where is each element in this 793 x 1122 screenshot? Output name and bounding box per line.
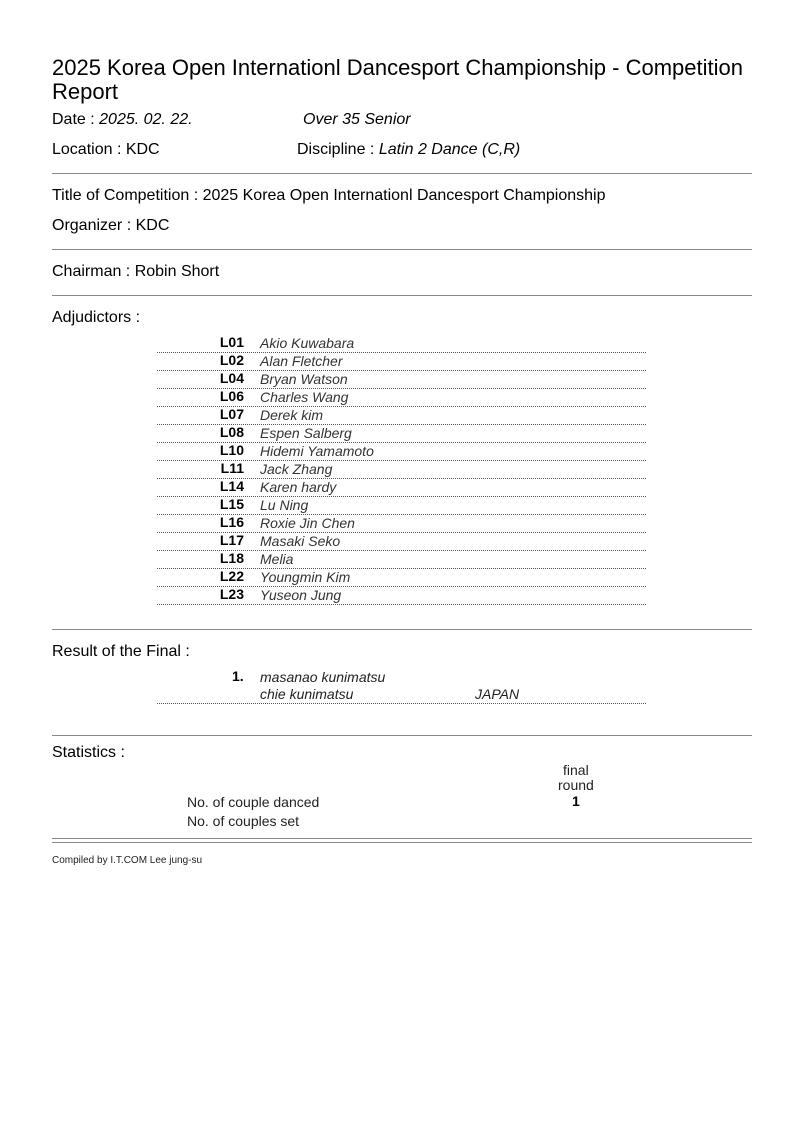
discipline-label: Discipline : [297, 141, 379, 158]
stats-col-header-line1: final [563, 762, 589, 778]
adjudicator-row [157, 478, 646, 497]
category: Over 35 Senior [303, 111, 411, 128]
competition-title: Title of Competition : 2025 Korea Open Internationl Dancesport Championship [52, 187, 606, 204]
adjudicator-name: Roxie Jin Chen [260, 515, 355, 531]
divider [52, 173, 752, 174]
adjudicator-code: L02 [219, 352, 244, 368]
adjudicator-row [157, 442, 646, 461]
adjudicator-code: L17 [219, 532, 244, 548]
stats-row1-label: No. of couple danced [187, 794, 320, 810]
adjudicator-code: L11 [220, 460, 244, 476]
discipline-line [297, 141, 520, 159]
adjudicator-code: L04 [219, 370, 244, 386]
adjudicator-name: Lu Ning [260, 497, 309, 513]
result-partner2: chie kunimatsu [260, 686, 354, 702]
adjudicator-code: L10 [219, 442, 244, 458]
divider [52, 629, 752, 630]
adjudicator-name: Masaki Seko [260, 533, 341, 549]
adjudicator-row [157, 424, 646, 443]
adjudicators-label: Adjudictors : [52, 309, 141, 326]
adjudicator-code: L06 [219, 388, 244, 404]
adjudicator-row [157, 406, 646, 425]
adjudicator-name: Yuseon Jung [260, 587, 342, 603]
result-place: 1. [232, 668, 244, 684]
adjudicator-code: L14 [219, 478, 244, 494]
adjudicator-row [157, 460, 646, 479]
discipline-value: Latin 2 Dance (C,R) [378, 141, 521, 158]
adjudicator-name: Karen hardy [260, 479, 337, 495]
adjudicator-code: L18 [219, 550, 244, 566]
adjudicator-row [157, 586, 646, 605]
adjudicator-row [157, 370, 646, 389]
adjudicator-row [157, 496, 646, 515]
adjudicator-name: Hidemi Yamamoto [260, 443, 374, 459]
double-divider [52, 838, 752, 843]
stats-row2-label: No. of couples set [187, 813, 300, 829]
adjudicator-name: Akio Kuwabara [260, 335, 355, 351]
adjudicator-name: Espen Salberg [260, 425, 352, 441]
chairman: Chairman : Robin Short [52, 263, 220, 280]
adjudicator-name: Charles Wang [260, 389, 349, 405]
stats-row1-value: 1 [572, 793, 580, 809]
divider [52, 295, 752, 296]
adjudicator-row [157, 388, 646, 407]
result-underline [157, 703, 646, 704]
adjudicator-name: Derek kim [260, 407, 324, 423]
adjudicator-code: L07 [219, 406, 244, 422]
adjudicator-row [157, 352, 646, 371]
organizer: Organizer : KDC [52, 217, 170, 234]
result-partner1: masanao kunimatsu [260, 669, 386, 685]
footer-compiled-by: Compiled by I.T.COM Lee jung-su [52, 855, 203, 866]
report-title: 2025 Korea Open Internationl Dancesport Championship - Competition Report [52, 55, 743, 104]
adjudicator-row [157, 514, 646, 533]
date-label: Date : [52, 111, 100, 128]
divider [52, 735, 752, 736]
adjudicator-code: L16 [219, 514, 244, 530]
adjudicator-name: Bryan Watson [260, 371, 348, 387]
location: Location : KDC [52, 141, 160, 158]
adjudicator-code: L23 [219, 586, 244, 602]
divider [52, 249, 752, 250]
adjudicator-name: Youngmin Kim [260, 569, 351, 585]
adjudicator-code: L08 [219, 424, 244, 440]
adjudicator-name: Alan Fletcher [260, 353, 343, 369]
result-label: Result of the Final : [52, 643, 190, 660]
date-line [52, 111, 193, 129]
adjudicator-row [157, 568, 646, 587]
adjudicator-name: Jack Zhang [260, 461, 333, 477]
statistics-label: Statistics : [52, 744, 125, 761]
adjudicator-row [157, 532, 646, 551]
date-value: 2025. 02. 22. [99, 111, 193, 128]
result-country: JAPAN [475, 686, 520, 702]
adjudicator-code: L22 [219, 568, 244, 584]
adjudicator-name: Melia [260, 551, 294, 567]
adjudicator-row [157, 334, 646, 353]
adjudicator-code: L01 [219, 334, 244, 350]
adjudicator-code: L15 [219, 496, 244, 512]
stats-col-header-line2: round [558, 777, 594, 793]
adjudicator-row [157, 550, 646, 569]
